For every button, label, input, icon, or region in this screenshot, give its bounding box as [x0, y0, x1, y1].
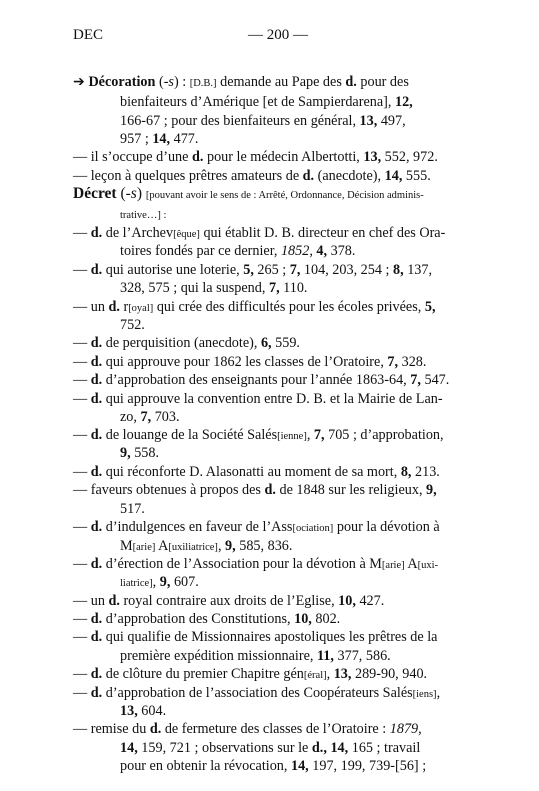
index-line [73, 665, 427, 685]
text-run: 957 ; [120, 131, 153, 147]
page-number: — 200 — [248, 27, 308, 43]
text-run: d. [90, 427, 103, 443]
text-run: pour la dévotion à [333, 519, 440, 535]
text-run: 197, 199, 739-[56] ; [308, 758, 427, 774]
index-line [73, 334, 300, 352]
index-line [73, 481, 437, 499]
text-run: s [130, 185, 137, 202]
index-line [73, 684, 440, 704]
index-line [120, 500, 145, 518]
text-run: 14, [384, 168, 403, 184]
index-line [120, 130, 198, 148]
text-run: royal contraire aux droits de l’Eglise, [119, 593, 339, 609]
index-line [120, 205, 166, 225]
text-run: — [73, 611, 91, 627]
text-run: — [73, 225, 91, 241]
text-run: d. [191, 149, 204, 165]
text-run: — remise du [73, 721, 150, 737]
text-run: toires fondés par ce dernier, [120, 243, 281, 259]
text-run: d. [90, 262, 103, 278]
text-run: d’approbation de l’association des Coopérateurs Salés [102, 685, 413, 701]
text-run: d. [90, 464, 103, 480]
text-run: 1852, [280, 243, 313, 259]
text-run: 12, [394, 94, 413, 110]
text-run: — [73, 629, 91, 645]
text-run: 14, [330, 740, 349, 756]
text-run: 604. [137, 703, 167, 719]
text-run: — [73, 335, 91, 351]
text-run: , [217, 538, 226, 554]
text-run: 7, [410, 372, 421, 388]
text-run: [uxiliatrice] [168, 542, 218, 553]
text-run: , [306, 427, 314, 443]
text-run: zo, [120, 409, 141, 425]
index-line [120, 702, 166, 720]
text-run: 14, [290, 758, 309, 774]
text-run: [D.B.] [189, 78, 217, 89]
text-run: qui autorise une loterie, [102, 262, 244, 278]
text-run: d. [90, 335, 103, 351]
index-line [73, 720, 422, 738]
text-run: 377, 586. [333, 648, 391, 664]
text-run: bienfaiteurs d’Amérique [et de Sampierdarena], [120, 94, 395, 110]
text-run: 4, [316, 243, 328, 259]
text-run: ) [136, 185, 146, 202]
text-run: s [168, 74, 174, 90]
text-run: (anecdote), [314, 168, 385, 184]
text-run: 559. [271, 335, 300, 351]
text-run: 585, 836. [235, 538, 293, 554]
text-run: d. [345, 74, 357, 90]
text-run: de clôture du premier Chapitre gén [102, 666, 304, 682]
text-run: 552, 972. [381, 149, 438, 165]
text-run: 159, 721 ; observations sur le [137, 740, 312, 756]
text-run: d. [90, 611, 103, 627]
text-run: [arie] [132, 542, 156, 553]
index-line [120, 242, 355, 260]
text-run: de 1848 sur les religieux, [275, 482, 427, 498]
text-run: — [73, 427, 91, 443]
text-run: Décret [73, 185, 117, 202]
text-run: 6, [260, 335, 272, 351]
text-run: r [119, 299, 129, 315]
text-run: d. [90, 225, 103, 241]
text-run: (- [155, 74, 169, 90]
text-run: d. [90, 685, 103, 701]
text-run: [oyal] [128, 303, 154, 314]
text-run: 9, [120, 445, 131, 461]
text-run: de fermeture des classes de l’Oratoire : [161, 721, 390, 737]
text-run: pour des [356, 74, 409, 90]
text-run: liatrice] [120, 578, 153, 589]
text-run: d’approbation des enseignants pour l’année 1863-64, [102, 372, 411, 388]
text-run: pour le médecin Albertotti, [203, 149, 364, 165]
text-run: [ociation] [292, 523, 334, 534]
text-run: 110. [279, 280, 308, 296]
text-run: [éral] [303, 670, 327, 681]
index-line [120, 757, 426, 775]
index-line [120, 112, 406, 130]
text-run: 703. [151, 409, 180, 425]
index-line [120, 573, 199, 593]
text-run: d. [90, 666, 103, 682]
text-run: 13, [333, 666, 352, 682]
text-run: demande au Pape des [216, 74, 346, 90]
text-run: , [436, 685, 441, 701]
text-run: de louange de la Société Salés [102, 427, 278, 443]
text-run: 137, [403, 262, 433, 278]
index-line [73, 371, 449, 389]
index-line [73, 353, 426, 371]
index-line [73, 555, 438, 575]
text-run: d. [90, 354, 103, 370]
index-line [73, 463, 440, 481]
text-run: 10, [294, 611, 312, 627]
text-run: qui crée des difficultés pour les écoles privées, [153, 299, 425, 315]
text-run: 7, [268, 280, 280, 296]
text-run: d. [149, 721, 162, 737]
running-header: DEC [73, 27, 103, 43]
index-line [73, 592, 384, 610]
index-line [73, 426, 444, 446]
index-line [73, 148, 438, 166]
text-run: d. [90, 629, 103, 645]
text-run: , [152, 574, 160, 590]
text-run: Décoration [88, 74, 156, 90]
text-run: 558. [130, 445, 160, 461]
index-line [73, 167, 431, 185]
text-run: A [404, 556, 418, 572]
text-run: 265 ; [253, 262, 290, 278]
text-run: d. [90, 519, 103, 535]
text-run: — [73, 372, 91, 388]
text-run: (- [116, 185, 131, 202]
text-run: 8, [393, 262, 404, 278]
text-run: 14, [120, 740, 138, 756]
text-run: qui établit D. B. directeur en chef des Ora- [199, 225, 446, 241]
text-run: — [73, 262, 91, 278]
text-run: — [73, 556, 91, 572]
index-line [120, 316, 145, 334]
index-line [73, 261, 432, 279]
text-run: 7, [313, 427, 325, 443]
text-run: d’érection de l’Association pour la dévotion à M [102, 556, 382, 572]
text-run: 7, [387, 354, 399, 370]
index-line [73, 298, 435, 318]
text-run: — un [73, 299, 109, 315]
text-run: 10, [338, 593, 356, 609]
text-run: d. [108, 299, 120, 315]
index-line [73, 628, 437, 646]
text-run: — [73, 464, 91, 480]
text-run: d. [264, 482, 276, 498]
index-line [73, 610, 340, 628]
text-run: pour en obtenir la révocation, [120, 758, 291, 774]
text-run: 802. [311, 611, 341, 627]
text-run: d., [311, 740, 327, 756]
text-run: qui approuve pour 1862 les classes de l’Oratoire, [102, 354, 388, 370]
text-run: ) : [173, 74, 190, 90]
index-line [73, 185, 424, 205]
index-line [120, 93, 413, 111]
text-run: 213. [411, 464, 440, 480]
text-run: 328. [398, 354, 427, 370]
text-run: d’indulgences en faveur de l’Ass [102, 519, 293, 535]
text-run: 165 ; travail [348, 740, 421, 756]
text-run: qui réconforte D. Alasonatti au moment de sa mort, [102, 464, 401, 480]
index-line [120, 739, 420, 757]
text-run: de l’Archev [102, 225, 174, 241]
index-line [73, 224, 445, 244]
text-run: première expédition missionnaire, [120, 648, 317, 664]
text-run: [pouvant avoir le sens de : Arrêté, Ordonnance, Décision adminis- [145, 190, 424, 201]
text-run: qui qualifie de Missionnaires apostoliques les prêtres de la [102, 629, 438, 645]
text-run: 7, [289, 262, 301, 278]
text-run: 11, [317, 648, 334, 664]
text-run: — leçon à quelques prêtres amateurs de [73, 168, 303, 184]
text-run: [uxi- [417, 560, 439, 571]
text-run: d. [90, 391, 103, 407]
index-line [73, 390, 443, 408]
text-run: 13, [363, 149, 382, 165]
text-run: A [155, 538, 169, 554]
text-run: de perquisition (anecdote), [102, 335, 261, 351]
text-run: 14, [152, 131, 171, 147]
text-run: 378. [327, 243, 356, 259]
text-run: — [73, 666, 91, 682]
text-run: — [73, 391, 91, 407]
text-run: d. [90, 556, 103, 572]
text-run: — [73, 354, 91, 370]
text-run: M [120, 538, 133, 554]
text-run: 1879, [389, 721, 422, 737]
index-line [120, 444, 159, 462]
text-run: d’approbation des Constitutions, [102, 611, 295, 627]
index-line [120, 279, 307, 297]
index-line [120, 647, 391, 665]
text-run: [arie] [381, 560, 405, 571]
text-run: 5, [243, 262, 254, 278]
text-run: 289-90, 940. [351, 666, 428, 682]
text-run: 166-67 ; pour des bienfaiteurs en général, [120, 113, 360, 129]
text-run: [ienne] [277, 431, 307, 442]
text-run: ➔ [73, 74, 89, 90]
text-run: 497, [377, 113, 406, 129]
text-run: 9, [159, 574, 171, 590]
text-run: 9, [225, 538, 236, 554]
text-run: d. [108, 593, 120, 609]
text-run: — [73, 685, 91, 701]
text-run: 13, [359, 113, 378, 129]
index-line [73, 73, 409, 93]
index-line [120, 537, 292, 557]
text-run: 5, [424, 299, 436, 315]
text-run: trative…] : [120, 210, 167, 221]
text-run: 752. [120, 317, 145, 333]
text-run: — un [73, 593, 109, 609]
text-run: 13, [120, 703, 138, 719]
text-run: — faveurs obtenues à propos des [73, 482, 265, 498]
text-run: d. [302, 168, 315, 184]
text-run: [êque] [173, 229, 200, 240]
text-run: 104, 203, 254 ; [300, 262, 393, 278]
text-run: 7, [140, 409, 152, 425]
text-run: — il s’occupe d’une [73, 149, 192, 165]
text-run: 8, [400, 464, 412, 480]
text-run: qui approuve la convention entre D. B. et la Mairie de Lan- [102, 391, 443, 407]
text-run: 547. [420, 372, 450, 388]
text-run: 607. [170, 574, 199, 590]
text-run: 477. [170, 131, 199, 147]
index-line [73, 518, 440, 538]
text-run: [iens] [412, 689, 437, 700]
text-run: 328, 575 ; qui la suspend, [120, 280, 269, 296]
text-run: 517. [120, 501, 145, 517]
text-run: 9, [426, 482, 437, 498]
index-line [120, 408, 180, 426]
text-run: 427. [355, 593, 385, 609]
text-run: 555. [402, 168, 431, 184]
text-run: 705 ; d’approbation, [324, 427, 444, 443]
text-run: , [326, 666, 334, 682]
text-run: — [73, 519, 91, 535]
text-run: d. [90, 372, 103, 388]
